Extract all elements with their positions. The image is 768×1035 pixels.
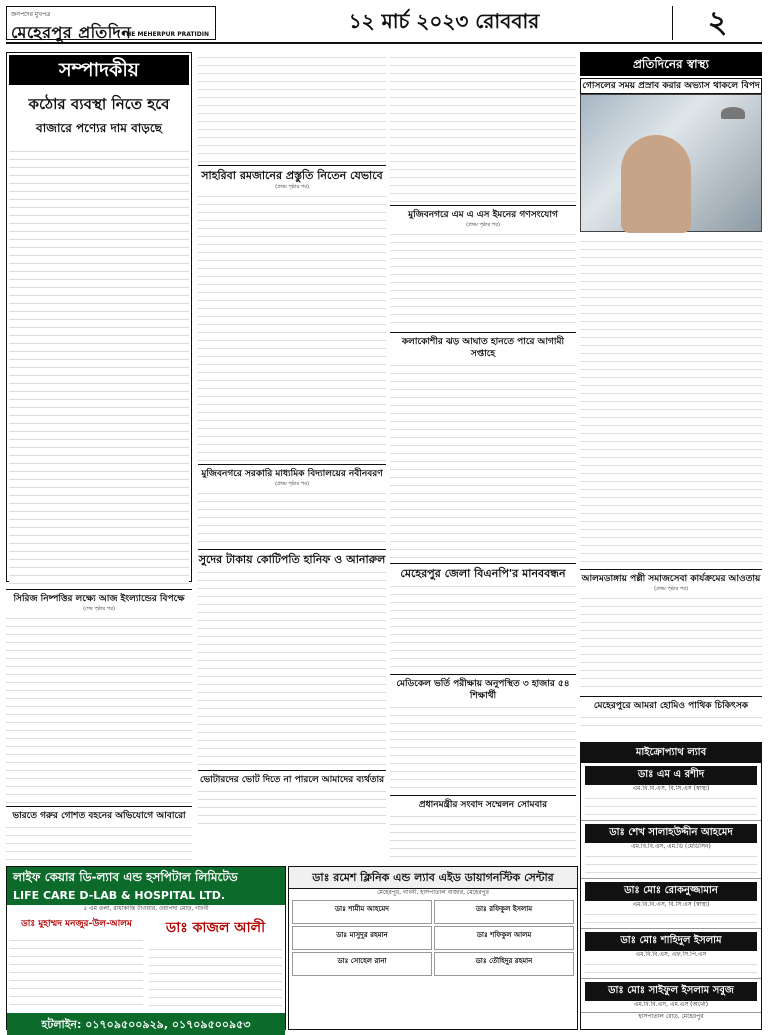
column-1-lower	[6, 586, 192, 862]
doctor-degree: এম.বি.বি.এস, এম.ডি (মেডিসিন)	[631, 843, 711, 850]
doctor-name: ডাঃ মুহাম্মদ মনজুর-উল-আলম	[21, 919, 132, 929]
article-headline: সাহরিবা রমজানের প্রস্তুতি নিতেন যেভাবে	[201, 169, 383, 182]
article-headline: ভারতে গরুর গোশত বহনের অভিযোগে আবারো	[12, 811, 186, 821]
doctor-degree: এম.বি.বি.এস, বি.সি.এস (স্বাস্থ্য)	[632, 785, 710, 792]
column-2	[198, 52, 386, 862]
article-headline: আলমডাঙ্গায় পল্লী সমাজসেবা কার্যক্রমের আওতায়	[581, 574, 761, 584]
article-text-block	[198, 567, 386, 767]
doctor-name: ডাঃ মোঃ রোকনুজ্জামান	[585, 882, 757, 901]
doctor-name: ডাঃ শফিকুল আলম	[476, 931, 532, 939]
editorial-banner: সম্পাদকীয়	[9, 55, 189, 85]
continuation-label: (প্রথম পৃষ্ঠার পর)	[466, 222, 500, 228]
article-headline: মুজিবনগরে সরকারি মাধ্যমিক বিদ্যালয়ের নবীনবরণ	[201, 469, 383, 479]
doctor-name: ডাঃ মোঃ সাইফুল ইসলাম সবুজ	[585, 982, 757, 1001]
doctor-card	[7, 913, 146, 1013]
doctor-name: ডাঃ কাজল আলী	[165, 920, 266, 936]
doctor-card	[581, 879, 761, 929]
continuation-label: (প্রথম পৃষ্ঠার পর)	[275, 184, 309, 190]
doctor-grid	[289, 897, 577, 979]
article-text-block	[390, 811, 576, 861]
doctor-name: ডাঃ তৌহিদুর রহমান	[475, 957, 533, 965]
shower-head-icon	[721, 107, 745, 119]
article-text-block	[6, 613, 192, 803]
column-3	[390, 52, 576, 862]
article-headline: সুদের টাকায় কোটিপতি হানিফ ও আনারুল	[198, 553, 386, 566]
doctor-degree: এম.বি.বি.এস, এফ.সি.পি.এস	[635, 951, 707, 958]
doctor-card	[581, 979, 761, 1013]
editorial-headline: কঠোর ব্যবস্থা নিতে হবে	[28, 95, 170, 113]
article-text-block	[198, 191, 386, 461]
article-text-block	[390, 581, 576, 671]
ad-hotline: হটলাইন: ০১৭০৯৫০০৯২৯, ০১৭০৯৫০০৯৫৩	[7, 1013, 285, 1035]
editorial-body	[9, 146, 189, 586]
doctor-details	[585, 959, 757, 975]
ad-address: হাসপাতাল রোড, মেহেরপুর	[638, 1013, 704, 1020]
doctor-name: ডাঃ রফিকুল ইসলাম	[475, 905, 533, 913]
doctor-name: ডাঃ মোঃ শাহিদুল ইসলাম	[585, 932, 757, 951]
continuation-label: (প্রথম পৃষ্ঠার পর)	[654, 586, 688, 592]
masthead-tagline: জনপদের মুখপত্র	[11, 11, 51, 18]
ad-lifecare-header	[7, 867, 285, 905]
doctor-details	[10, 935, 143, 1005]
article-text-block	[580, 593, 762, 693]
ad-title: লাইফ কেয়ার ডি-ল্যাব এন্ড হসপিটাল লিমিটেড	[13, 870, 238, 884]
masthead	[6, 4, 762, 44]
article-text-block	[6, 822, 192, 862]
article-headline: মেডিকেল ভর্তি পরীক্ষায় অনুপস্থিত ৩ হাজার ৫৪ শিক্ষার্থী	[396, 679, 570, 701]
doctor-name: ডাঃ শেখ সালাহউদ্দীন আহমেদ	[585, 824, 757, 843]
article-text-block	[390, 52, 576, 202]
ad-address: ৫ এম তলা, রাধাকান্তি টাওয়ার, ওয়াপদা মোড়, গাংনী	[83, 905, 209, 912]
shower-photo	[580, 94, 762, 232]
article-text-block	[580, 712, 762, 732]
editorial-subheadline: বাজারে পণ্যের দাম বাড়ছে	[36, 121, 162, 135]
newspaper-name: মেহেরপুর প্রতিদিন	[11, 23, 132, 42]
person-image	[621, 135, 691, 233]
ad-title-english: LIFE CARE D-LAB & HOSPITAL LTD.	[13, 889, 226, 902]
health-banner: প্রতিদিনের স্বাস্থ্য	[580, 52, 762, 76]
article-text-block	[198, 786, 386, 826]
ad-lifecare	[6, 866, 286, 1030]
ad-micropath-lab	[580, 742, 762, 1030]
article-headline: মুজিবনগরে এম এ এস ইমনের গণসংযোগ	[408, 210, 558, 220]
doctor-details	[149, 944, 282, 1010]
article-headline: ভোটারদের ভোট দিতে না পারলে আমাদের ব্যর্থতার	[199, 775, 385, 785]
ad-title: ডাঃ রমেশ ক্লিনিক এন্ড ল্যাব এইড ডায়াগনস্টিক সেন্টার	[289, 867, 577, 889]
doctor-card	[146, 913, 285, 1013]
article-text-block	[198, 52, 386, 162]
health-column	[580, 236, 762, 736]
doctor-name: ডাঃ শামীম আহমেদ	[335, 905, 389, 913]
health-headline: গোসলের সময় প্রস্রাব করার অভ্যাস থাকলে বিপদ	[580, 78, 762, 94]
article-headline: কলাকোশীর ঝড় আঘাত হানতে পারে আগামী সপ্তাহে	[401, 337, 565, 359]
doctor-details	[585, 793, 757, 817]
article-headline: মেহেরপুর জেলা বিএনপি'র মানববন্ধন	[400, 567, 566, 580]
continuation-label: (শেষ পৃষ্ঠার পর)	[83, 606, 115, 612]
article-text-block	[198, 488, 386, 546]
article-headline: সিরিজ নিষ্পত্তির লক্ষ্যে আজ ইংল্যান্ডের বিপক্ষে	[13, 594, 185, 604]
doctor-card	[581, 763, 761, 821]
ad-title: মাইক্রোপ্যাথ ল্যাব	[581, 743, 761, 763]
doctor-details	[585, 851, 757, 875]
article-text-block	[580, 236, 762, 566]
doctor-card	[292, 900, 432, 924]
editorial-section	[6, 52, 192, 582]
article-text-block	[390, 229, 576, 329]
doctor-card	[434, 900, 574, 924]
newspaper-logo	[6, 6, 216, 40]
doctor-name: ডাঃ মাসুদুর রহমান	[336, 931, 388, 939]
doctor-card	[292, 952, 432, 976]
doctor-card	[292, 926, 432, 950]
newspaper-english-name: THE MEHERPUR PRATIDIN	[122, 31, 209, 38]
editorial-text-block	[9, 146, 189, 586]
doctor-name: ডাঃ এম এ রশীদ	[585, 766, 757, 785]
doctor-details	[585, 909, 757, 925]
continuation-label: (প্রথম পৃষ্ঠার পর)	[275, 481, 309, 487]
ad-ramesh-clinic	[288, 866, 578, 1030]
doctor-degree: এম.বি.বি.এস, বি.সি.এস (স্বাস্থ্য)	[632, 901, 710, 908]
article-headline: মেহেরপুরে আমরা হোমিও পাথিক চিকিৎসক	[593, 701, 749, 711]
doctor-card	[434, 952, 574, 976]
article-headline: প্রধানমন্ত্রীর সংবাদ সম্মেলন সোমবার	[418, 800, 548, 810]
ad-address: মেহেরপুর, গাংনী, হাসপাতাল বাজার, মেহেরপুর	[377, 889, 489, 896]
doctor-card	[581, 821, 761, 879]
page-number: ২	[672, 6, 762, 40]
article-text-block	[390, 360, 576, 560]
doctor-card	[581, 929, 761, 979]
issue-date: ১২ মার্চ ২০২৩ রোববার	[348, 8, 540, 33]
doctor-degree: এম.বি.বি.এস, এম.এস (অর্থো)	[633, 1001, 709, 1008]
doctor-name: ডাঃ সোহেল রানা	[337, 957, 387, 965]
ad-doctors	[7, 913, 285, 1013]
article-text-block	[390, 702, 576, 792]
doctor-card	[434, 926, 574, 950]
